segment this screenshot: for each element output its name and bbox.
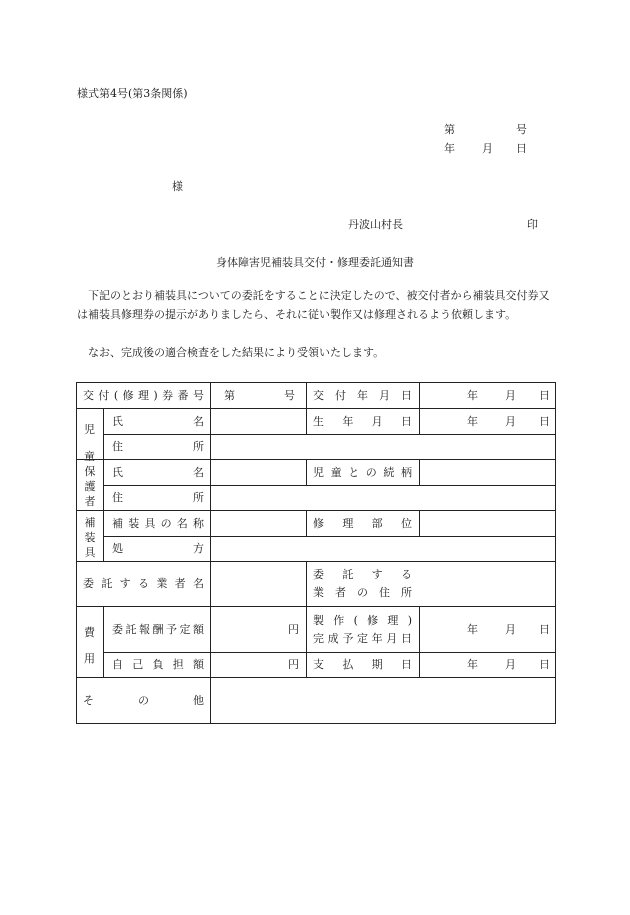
completion-label-2: 完 成 予 定 年 月 日: [313, 632, 412, 645]
issue-date-month: 月: [505, 389, 516, 402]
birth-date-day: 日: [539, 415, 550, 428]
self-pay-yen: 円: [288, 658, 299, 671]
payment-date-day: 日: [539, 658, 550, 671]
completion-month: 月: [505, 623, 516, 636]
seal-mark: 印: [527, 218, 538, 231]
birth-date-month: 月: [505, 415, 516, 428]
form-id: 様式第4号(第3条関係): [77, 87, 188, 100]
completion-label-1: 製 作 ( 修 理 ): [313, 614, 412, 627]
doc-number-prefix: 第: [444, 123, 455, 136]
issue-date-year: 年: [467, 389, 478, 402]
guardian-name-label: 氏 名: [112, 466, 204, 479]
date-month: 月: [482, 142, 493, 155]
guardian-address-label: 住 所: [112, 491, 204, 504]
body-paragraph-2: なお、完成後の適合検査をした結果により受領いたします。: [88, 346, 385, 359]
voucher-number-suffix: 号: [284, 389, 295, 402]
contractor-address-label-1: 委 託 す る: [313, 568, 412, 581]
device-name-label: 補 装 具 の 名 称: [112, 517, 204, 530]
repair-part-label: 修 理 部 位: [313, 517, 412, 530]
guardian-group-label: 保護者: [84, 465, 96, 508]
child-address-label: 住 所: [112, 440, 204, 453]
issue-date-day: 日: [539, 389, 550, 402]
issuer: 丹波山村長: [348, 218, 403, 231]
other-label: そ の 他: [83, 694, 204, 707]
child-group-label: 児童: [84, 423, 95, 463]
addressee-suffix: 様: [172, 180, 183, 193]
device-group-label: 補装具: [84, 516, 96, 559]
prescription-label: 処 方: [112, 542, 204, 555]
voucher-number-label: 交 付 ( 修 理 ) 券 番 号: [83, 389, 204, 402]
date-day: 日: [516, 142, 527, 155]
birth-date-year: 年: [467, 415, 478, 428]
child-name-label: 氏 名: [112, 415, 204, 428]
body-paragraph-1: 下記のとおり補装具についての委託をすることに決定したので、被交付者から補装具交付券又は補装具修理券の提示がありましたら、それに従い製作又は修理されるよう依頼します。: [77, 289, 550, 321]
payment-date-year: 年: [467, 658, 478, 671]
commission-form-table: [76, 382, 556, 724]
date-year: 年: [444, 142, 455, 155]
commission-fee-label: 委 託 報 酬 予 定 額: [112, 623, 204, 636]
completion-year: 年: [467, 623, 478, 636]
payment-date-label: 支 払 期 日: [313, 658, 412, 671]
contractor-name-label: 委 託 す る 業 者 名: [83, 577, 204, 590]
birth-date-label: 生 年 月 日: [313, 415, 412, 428]
doc-number-suffix: 号: [516, 123, 527, 136]
voucher-number-prefix: 第: [224, 389, 235, 402]
self-pay-label: 自 己 負 担 額: [112, 658, 204, 671]
issue-date-label: 交 付 年 月 日: [313, 389, 412, 402]
commission-fee-yen: 円: [288, 623, 299, 636]
relationship-label: 児 童 と の 続 柄: [313, 466, 412, 479]
payment-date-month: 月: [505, 658, 516, 671]
contractor-address-label-2: 業 者 の 住 所: [313, 586, 412, 599]
document-title: 身体障害児補装具交付・修理委託通知書: [216, 256, 414, 269]
completion-day: 日: [539, 623, 550, 636]
cost-group-label: 費用: [84, 626, 95, 665]
